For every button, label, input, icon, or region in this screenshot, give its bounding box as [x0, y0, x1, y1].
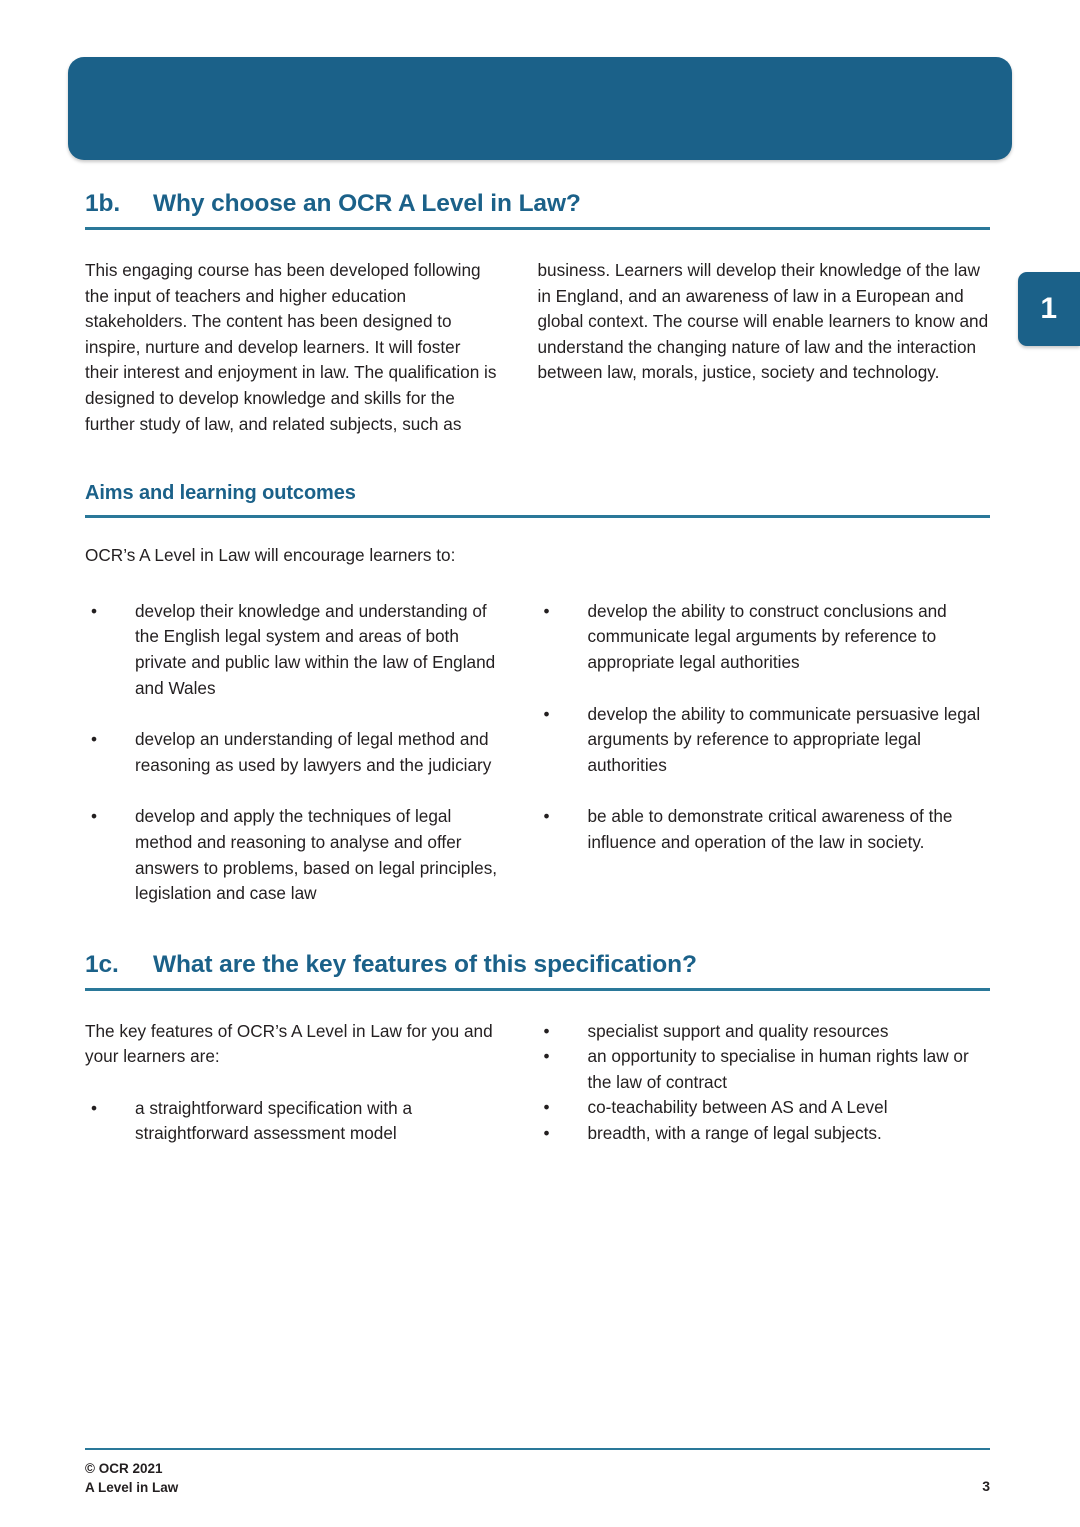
- section-1c-title: What are the key features of this specification?: [153, 950, 697, 978]
- list-item: [538, 1095, 991, 1121]
- footer-qualification: A Level in Law: [85, 1480, 179, 1495]
- section-1b-intro-right-column: [538, 258, 991, 437]
- bullet-icon: •: [91, 729, 98, 750]
- section-1b-intro-right-text: business. Learners will develop their knowledge of the law in England, and an awareness of law in a European and global context. The course will enable learners to know and understand the changing nature of law and the interaction between law, morals, justice, society and technology.: [537, 260, 989, 383]
- aims-rule: [85, 515, 990, 518]
- section-1c-lead-text: The key features of OCR’s A Level in Law for you and your learners are:: [85, 1020, 493, 1067]
- page-content: [85, 190, 990, 1147]
- header-banner: [68, 57, 1012, 160]
- bullet-icon: •: [543, 600, 550, 621]
- section-1b-intro-left-text: This engaging course has been developed following the input of teachers and higher education stakeholders. The content has been designed to inspire, nurture and develop learners. It will foster their interest and enjoyment in law. The qualification is designed to develop knowledge and skills for the further study of law, and related subjects, such as: [85, 260, 497, 434]
- list-item-label: co-teachability between AS and A Level: [587, 1097, 888, 1118]
- aims-right-column: [538, 599, 991, 907]
- chapter-tab-label: 1: [1040, 292, 1058, 325]
- list-item-label: develop an understanding of legal method and reasoning as used by lawyers and the judiciary: [135, 729, 492, 775]
- list-item: [538, 1019, 991, 1045]
- section-1b-intro: [85, 258, 990, 437]
- aims-right-list: [538, 599, 991, 856]
- list-item-label: be able to demonstrate critical awareness of the influence and operation of the law in society.: [587, 806, 953, 852]
- section-1c-heading: [85, 951, 990, 979]
- page-footer: [85, 1448, 990, 1497]
- aims-bullets: [85, 599, 990, 907]
- list-item: [85, 727, 498, 778]
- features-right-list: [538, 1019, 991, 1147]
- chapter-tab: [1018, 272, 1080, 346]
- section-1b-intro-left-column: [85, 258, 538, 437]
- list-item: [85, 804, 498, 906]
- list-item: [85, 1096, 498, 1147]
- section-1b-heading: [85, 190, 990, 218]
- footer-row: [85, 1459, 990, 1497]
- list-item-label: develop the ability to communicate persuasive legal arguments by reference to appropriate legal authorities: [587, 703, 981, 775]
- footer-copyright: © OCR 2021: [85, 1461, 163, 1476]
- bullet-icon: •: [543, 1097, 550, 1118]
- list-item: [538, 599, 991, 676]
- footer-left-block: [85, 1459, 178, 1497]
- bullet-icon: •: [543, 806, 550, 827]
- list-item-label: develop the ability to construct conclusions and communicate legal arguments by reference to appropriate legal authorities: [587, 600, 947, 672]
- section-1c-left-column: [85, 1019, 538, 1147]
- list-item-label: an opportunity to specialise in human rights law or the law of contract: [587, 1046, 969, 1092]
- section-1b-number: 1b.: [85, 190, 121, 217]
- aims-left-column: [85, 599, 538, 907]
- aims-left-list: [85, 599, 498, 907]
- section-1b-rule: [85, 227, 990, 230]
- bullet-icon: •: [543, 1123, 550, 1144]
- list-item-label: specialist support and quality resources: [587, 1020, 889, 1041]
- features-left-list: [85, 1096, 498, 1147]
- footer-page-number: 3: [982, 1478, 990, 1494]
- bullet-icon: •: [91, 600, 98, 621]
- footer-rule: [85, 1448, 990, 1450]
- list-item: [538, 1121, 991, 1147]
- section-1c-right-column: [538, 1019, 991, 1147]
- list-item: [538, 1044, 991, 1095]
- aims-subheading: Aims and learning outcomes: [85, 482, 356, 505]
- section-1c-rule: [85, 988, 990, 991]
- bullet-icon: •: [91, 806, 98, 827]
- aims-lead-text: OCR’s A Level in Law will encourage learners to:: [85, 545, 456, 566]
- list-item-label: a straightforward specification with a straightforward assessment model: [135, 1097, 413, 1144]
- list-item-label: develop their knowledge and understanding of the English legal system and areas of both private and public law within the law of England and Wales: [135, 600, 496, 698]
- list-item: [85, 599, 498, 701]
- list-item-label: breadth, with a range of legal subjects.: [587, 1123, 882, 1144]
- list-item-label: develop and apply the techniques of legal method and reasoning to analyse and offer answers to problems, based on legal principles, legislation and case law: [135, 806, 498, 904]
- list-item: [538, 804, 991, 855]
- bullet-icon: •: [543, 703, 550, 724]
- bullet-icon: •: [543, 1020, 550, 1041]
- section-1b-title: Why choose an OCR A Level in Law?: [153, 190, 581, 217]
- bullet-icon: •: [91, 1097, 98, 1118]
- section-1c-number: 1c.: [85, 950, 119, 978]
- list-item: [538, 702, 991, 779]
- section-1c-content: [85, 1019, 990, 1147]
- bullet-icon: •: [543, 1046, 550, 1067]
